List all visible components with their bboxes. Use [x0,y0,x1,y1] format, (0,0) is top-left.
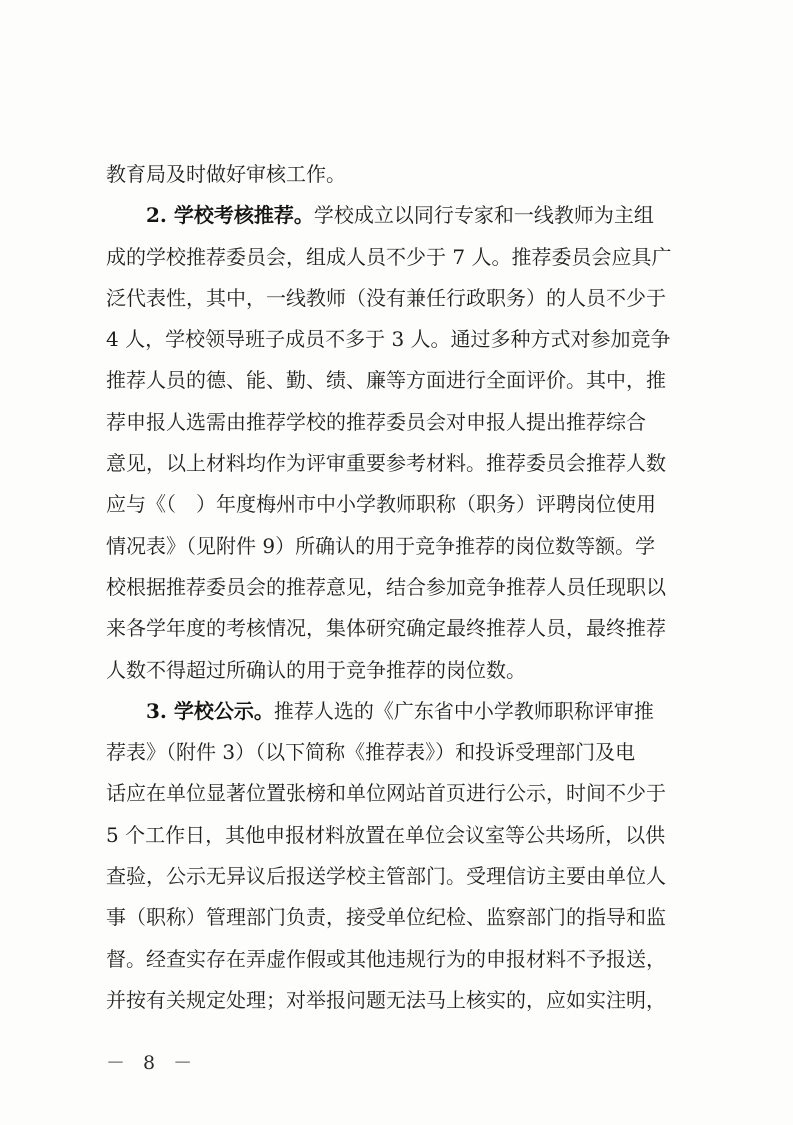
page-number: － 8 － [106,1052,199,1074]
text-line [106,732,696,773]
line-text: 荐申报人选需由推荐学校的推荐委员会对申报人提出推荐综合 [106,409,646,434]
text-line [106,484,696,525]
text-line [106,897,696,938]
section-2-line [106,195,696,236]
section-2-heading: 2. 学校考核推荐。 [146,203,314,228]
text-line [106,650,696,691]
line-text: 人数不得超过所确认的用于竞争推荐的岗位数。 [106,657,526,682]
text-line [106,278,696,319]
text-line [106,526,696,567]
text-line [106,402,696,443]
text-line [106,815,696,856]
body-text [106,154,696,1021]
line-text: 话应在单位显著位置张榜和单位网站首页进行公示，时间不少于 [106,781,666,806]
line-text: 情况表》（见附件 9）所确认的用于竞争推荐的岗位数等额。学 [106,533,656,558]
line-text: 推荐人选的《广东省中小学教师职称评审推 [273,698,654,723]
text-line [106,237,696,278]
line-text: 事（职称）管理部门负责，接受单位纪检、监察部门的指导和监 [106,905,666,930]
text-line [106,360,696,401]
line-text: 4 人，学校领导班子成员不多于 3 人。通过多种方式对参加竞争 [106,327,671,352]
line-text: 应与《（ ）年度梅州市中小学教师职称（职务）评聘岗位使用 [106,492,656,517]
line-text: 教育局及时做好审核工作。 [106,162,346,186]
text-line [106,319,696,360]
section-3-heading: 3. 学校公示。 [146,698,274,723]
line-text: 意见，以上材料均作为评审重要参考材料。推荐委员会推荐人数 [106,451,666,476]
text-line [106,443,696,484]
text-line [106,856,696,897]
line-text: 学校成立以同行专家和一线教师为主组 [313,203,654,228]
section-3-line [106,691,696,732]
line-text: 并按有关规定处理；对举报问题无法马上核实的，应如实注明， [106,987,666,1012]
text-line [106,608,696,649]
line-text: 校根据推荐委员会的推荐意见，结合参加竞争推荐人员任现职以 [106,574,666,599]
text-line [106,154,696,195]
line-text: 来各学年度的考核情况，集体研究确定最终推荐人员，最终推荐 [106,616,666,641]
text-line [106,567,696,608]
line-text: 查验，公示无异议后报送学校主管部门。受理信访主要由单位人 [106,864,666,889]
line-text: 泛代表性，其中，一线教师（没有兼任行政职务）的人员不少于 [106,285,666,310]
text-line [106,980,696,1021]
line-text: 荐表》（附件 3）（以下简称《推荐表》）和投诉受理部门及电 [106,740,636,765]
line-text: 成的学校推荐委员会，组成人员不少于 7 人。推荐委员会应具广 [106,244,672,269]
line-text: 5 个工作日，其他申报材料放置在单位会议室等公共场所，以供 [106,822,666,847]
line-text: 督。经查实存在弄虚作假或其他违规行为的申报材料不予报送， [106,946,666,971]
text-line [106,939,696,980]
line-text: 推荐人员的德、能、勤、绩、廉等方面进行全面评价。其中，推 [106,368,666,393]
text-line [106,773,696,814]
